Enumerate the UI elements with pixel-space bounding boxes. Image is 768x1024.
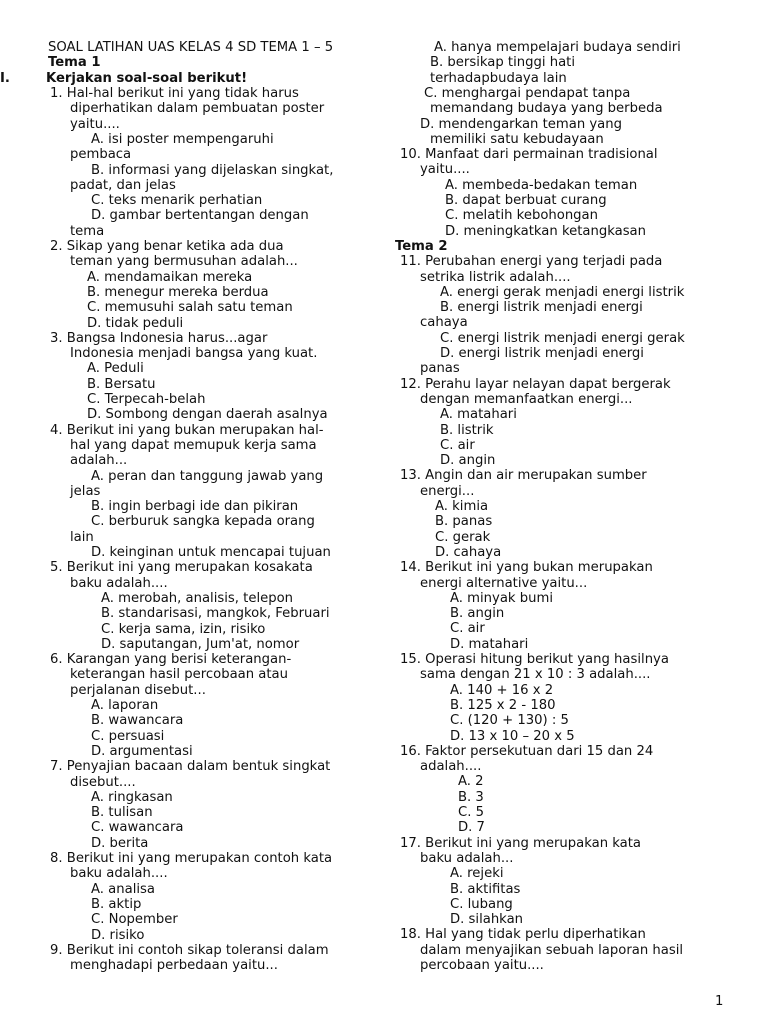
page-title: SOAL LATIHAN UAS KELAS 4 SD TEMA 1 – 5: [48, 40, 334, 55]
left-column-line: B. wawancara: [91, 713, 184, 729]
right-column-line: Tema 2: [395, 238, 448, 254]
left-column-line: A. peran dan tanggung jawab yang: [91, 468, 324, 484]
left-column-line: Indonesia menjadi bangsa yang kuat.: [70, 346, 318, 362]
left-column-line: C. kerja sama, izin, risiko: [101, 621, 266, 637]
section-marker: I.: [0, 71, 10, 86]
right-column-line: setrika listrik adalah....: [420, 269, 571, 285]
right-column-line: A. energi gerak menjadi energi listrik: [440, 284, 685, 300]
left-column-line: 5. Berikut ini yang merupakan kosakata: [50, 560, 313, 576]
right-column-line: B. 125 x 2 - 180: [450, 697, 556, 713]
left-column-line: adalah...: [70, 453, 128, 469]
left-column-line: D. keinginan untuk mencapai tujuan: [91, 545, 331, 560]
right-column-line: D. cahaya: [435, 544, 502, 560]
right-column-line: A. rejeki: [450, 866, 504, 882]
right-column-line: C. gerak: [435, 529, 491, 545]
left-column-line: diperhatikan dalam pembuatan poster: [70, 101, 325, 117]
left-column-line: menghadapi perbedaan yaitu...: [70, 958, 278, 974]
right-column-line: A. hanya mempelajari budaya sendiri: [434, 40, 681, 55]
right-column-line: A. minyak bumi: [450, 590, 553, 606]
left-column-line: tema: [70, 223, 105, 239]
right-column-line: percobaan yaitu....: [420, 958, 544, 973]
left-column-line: 6. Karangan yang berisi keterangan-: [50, 652, 292, 668]
left-column-line: hal yang dapat memupuk kerja sama: [70, 437, 317, 453]
left-column-line: teman yang bermusuhan adalah...: [70, 254, 298, 270]
left-column-line: C. berburuk sangka kepada orang: [91, 514, 315, 530]
left-column-line: A. analisa: [91, 881, 155, 897]
right-column-line: energi alternative yaitu...: [420, 575, 588, 591]
right-column-line: A. 2: [458, 774, 484, 790]
left-column-line: C. memusuhi salah satu teman: [87, 300, 293, 316]
left-column-line: B. aktip: [91, 896, 142, 912]
right-column-line: B. angin: [450, 606, 505, 622]
left-column-line: A. mendamaikan mereka: [87, 269, 253, 285]
left-column-line: B. informasi yang dijelaskan singkat,: [91, 162, 334, 178]
right-column-line: cahaya: [420, 315, 468, 331]
left-column-line: C. Terpecah-belah: [87, 392, 206, 407]
section-heading-tema-1: Tema 1: [48, 55, 101, 70]
right-column-line: B. bersikap tinggi hati: [430, 55, 575, 71]
left-column-line: C. wawancara: [91, 820, 184, 836]
left-column-line: A. ringkasan: [91, 789, 173, 805]
left-column-line: lain: [70, 529, 94, 545]
right-column-line: terhadapbudaya lain: [430, 70, 567, 86]
left-column-line: 7. Penyajian bacaan dalam bentuk singkat: [50, 759, 331, 775]
left-column-line: D. saputangan, Jum'at, nomor: [101, 636, 300, 652]
right-column-line: B. dapat berbuat curang: [445, 193, 607, 208]
right-column-line: memiliki satu kebudayaan: [430, 131, 604, 147]
right-column-line: dengan memanfaatkan energi...: [420, 391, 633, 407]
right-column-line: 12. Perahu layar nelayan dapat bergerak: [400, 376, 671, 392]
left-column-line: D. Sombong dengan daerah asalnya: [87, 407, 328, 423]
right-column-line: 18. Hal yang tidak perlu diperhatikan: [400, 927, 646, 943]
right-column-line: 13. Angin dan air merupakan sumber: [400, 468, 647, 484]
left-column-line: baku adalah....: [70, 575, 168, 591]
left-column-line: pembaca: [70, 147, 132, 163]
right-column-line: 14. Berikut ini yang bukan merupakan: [400, 560, 653, 576]
left-column-line: A. laporan: [91, 698, 159, 713]
left-column-line: 9. Berikut ini contoh sikap toleransi dalam: [50, 942, 329, 958]
left-column-line: padat, dan jelas: [70, 177, 176, 193]
left-column-line: D. risiko: [91, 927, 145, 943]
left-column-line: D. tidak peduli: [87, 315, 184, 331]
right-column-line: A. kimia: [435, 499, 489, 514]
page-number: 1: [715, 994, 724, 1009]
left-column-line: baku adalah....: [70, 866, 168, 882]
right-column-line: C. (120 + 130) : 5: [450, 713, 569, 729]
right-column-line: C. melatih kebohongan: [445, 208, 598, 224]
right-column-line: yaitu....: [420, 162, 470, 178]
right-column-line: 17. Berikut ini yang merupakan kata: [400, 835, 642, 851]
right-column-line: D. angin: [440, 453, 496, 469]
left-column-line: 8. Berikut ini yang merupakan contoh kata: [50, 851, 333, 866]
right-column-line: A. matahari: [440, 407, 517, 423]
right-column-line: D. matahari: [450, 636, 529, 652]
left-column-line: B. Bersatu: [87, 376, 156, 392]
right-column-line: 10. Manfaat dari permainan tradisional: [400, 147, 658, 163]
instruction-heading: Kerjakan soal-soal berikut!: [46, 71, 248, 86]
right-column-line: D. 13 x 10 – 20 x 5: [450, 728, 575, 744]
right-column-line: B. listrik: [440, 422, 494, 438]
right-column-line: A. 140 + 16 x 2: [450, 682, 554, 698]
left-column-line: D. argumentasi: [91, 743, 193, 759]
right-column-line: memandang budaya yang berbeda: [430, 101, 663, 117]
right-column-line: energi...: [420, 483, 475, 499]
right-column-line: C. 5: [458, 805, 484, 820]
left-column-line: B. standarisasi, mangkok, Februari: [101, 606, 330, 622]
right-column-line: baku adalah...: [420, 850, 514, 866]
left-column-line: 1. Hal-hal berikut ini yang tidak harus: [50, 86, 299, 101]
right-column-line: C. air: [450, 621, 485, 637]
right-column-line: D. mendengarkan teman yang: [420, 116, 622, 132]
left-column-line: D. berita: [91, 835, 149, 851]
left-column-line: A. merobah, analisis, telepon: [101, 590, 294, 606]
left-column-line: C. persuasi: [91, 728, 165, 744]
right-column-line: panas: [420, 361, 460, 377]
right-column-line: dalam menyajikan sebuah laporan hasil: [420, 942, 684, 958]
right-column-line: D. 7: [458, 820, 485, 836]
right-column-line: B. panas: [435, 514, 493, 530]
right-column-line: C. energi listrik menjadi energi gerak: [440, 330, 685, 346]
right-column-line: D. silahkan: [450, 912, 524, 928]
left-column-line: C. teks menarik perhatian: [91, 193, 263, 209]
right-column-line: B. aktifitas: [450, 881, 521, 897]
right-column-line: sama dengan 21 x 10 : 3 adalah....: [420, 667, 651, 683]
left-column-line: disebut....: [70, 774, 136, 790]
right-column-line: adalah....: [420, 759, 482, 775]
right-column-line: B. energi listrik menjadi energi: [440, 300, 643, 316]
right-column-line: D. energi listrik menjadi energi: [440, 346, 644, 361]
left-column-line: jelas: [70, 483, 101, 499]
left-column-line: A. isi poster mempengaruhi: [91, 131, 274, 147]
right-column-line: C. air: [440, 437, 475, 453]
left-column-line: 4. Berikut ini yang bukan merupakan hal-: [50, 422, 324, 438]
right-column-line: D. meningkatkan ketangkasan: [445, 223, 646, 239]
right-column-line: 15. Operasi hitung berikut yang hasilnya: [400, 652, 669, 667]
right-column-line: A. membeda-bedakan teman: [445, 177, 638, 193]
left-column-line: 3. Bangsa Indonesia harus...agar: [50, 330, 268, 346]
left-column-line: D. gambar bertentangan dengan: [91, 208, 309, 224]
right-column-line: C. menghargai pendapat tanpa: [424, 85, 631, 101]
left-column-line: yaitu....: [70, 116, 120, 132]
right-column-line: 16. Faktor persekutuan dari 15 dan 24: [400, 743, 654, 759]
left-column-line: 2. Sikap yang benar ketika ada dua: [50, 239, 284, 254]
left-column-line: C. Nopember: [91, 912, 178, 928]
right-column-line: 11. Perubahan energi yang terjadi pada: [400, 254, 663, 270]
left-column-line: perjalanan disebut...: [70, 682, 206, 698]
right-column-line: B. 3: [458, 789, 484, 805]
left-column-line: B. ingin berbagi ide dan pikiran: [91, 499, 299, 515]
left-column-line: B. menegur mereka berdua: [87, 284, 269, 300]
left-column-line: A. Peduli: [87, 361, 144, 377]
left-column-line: B. tulisan: [91, 805, 153, 821]
right-column-line: C. lubang: [450, 896, 513, 912]
left-column-line: keterangan hasil percobaan atau: [70, 667, 288, 683]
